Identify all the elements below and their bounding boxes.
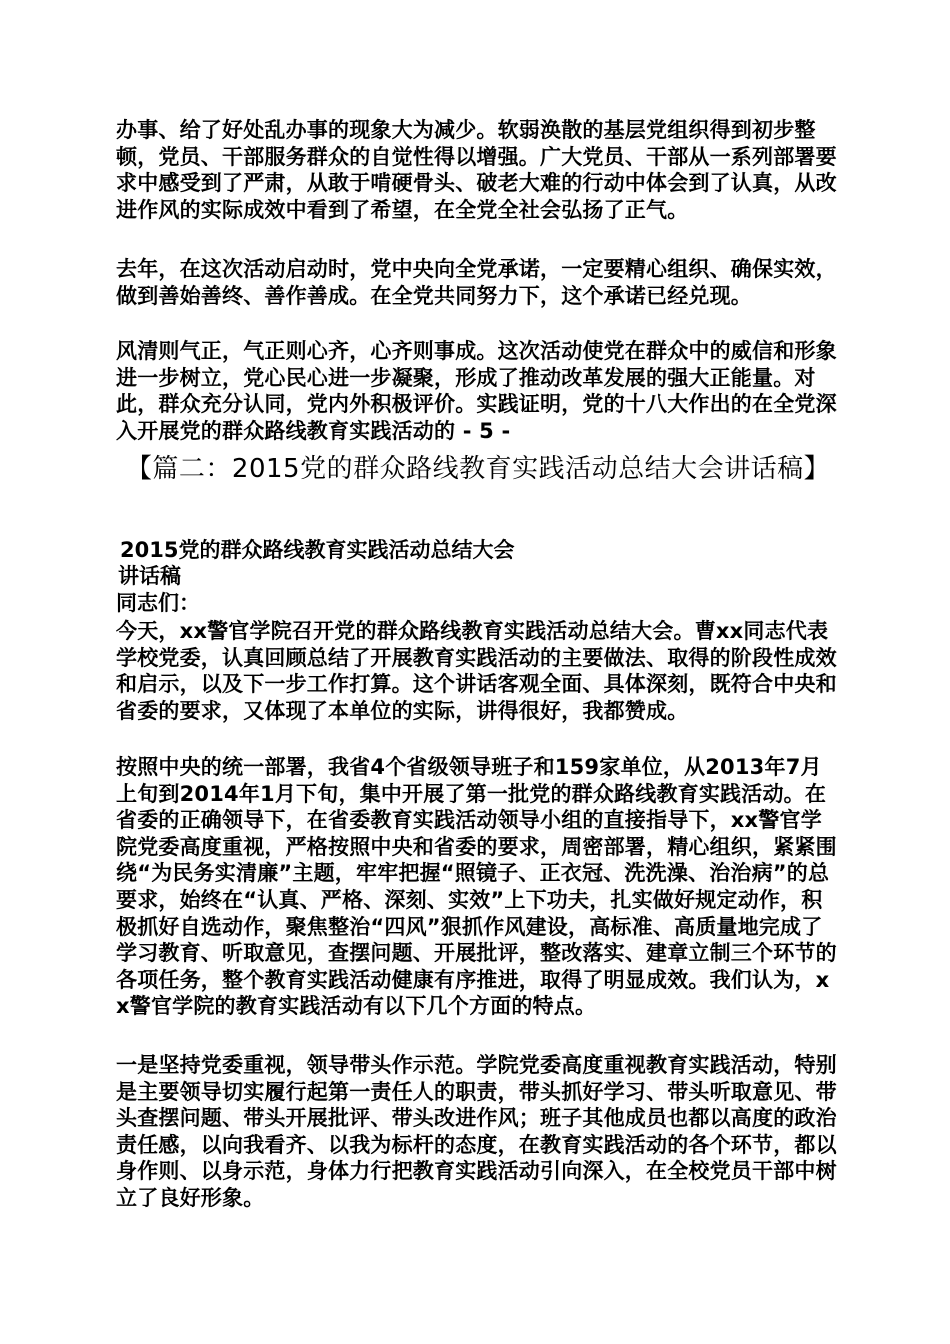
paragraph-3: 风清则气正，气正则心齐，心齐则事成。这次活动使党在群众中的威信和形象进一步树立，党心民心进一步凝聚，形成了推动改革发展的强大正能量。对此，群众充分认同，党内外积极评价。实践证明，党的十八大作出的在全党深入开展党的群众路线教育实践活动的 - 5 - <box>116 339 837 443</box>
section-heading: 【篇二：2015党的群众路线教育实践活动总结大会讲话稿】 <box>125 454 831 484</box>
subtitle-line-1: 2015党的群众路线教育实践活动总结大会 <box>120 538 515 562</box>
paragraph-2: 去年，在这次活动启动时，党中央向全党承诺，一定要精心组织、确保实效，做到善始善终、善作善成。在全党共同努力下，这个承诺已经兑现。 <box>116 257 837 308</box>
paragraph-5: 按照中央的统一部署，我省4个省级领导班子和159家单位，从2013年7月上旬到2014年1月下旬，集中开展了第一批党的群众路线教育实践活动。在省委的正确领导下，在省委教育实践活动领导小组的直接指导下，xx警官学院党委高度重视，严格按照中央和省委的要求，周密部署，精心组织，紧紧围绕“为民务实清廉”主题，牢牢把握“照镜子、正衣冠、洗洗澡、治治病”的总要求，始终在“认真、严格、深刻、实效”上下功夫，扎实做好规定动作，积极抓好自选动作，聚焦整治“四风”狠抓作风建设，高标准、高质量地完成了学习教育、听取意见，查摆问题、开展批评，整改落实、建章立制三个环节的各项任务，整个教育实践活动健康有序推进，取得了明显成效。我们认为，xx警官学院的教育实践活动有以下几个方面的特点。 <box>116 755 837 1019</box>
paragraph-6: 一是坚持党委重视，领导带头作示范。学院党委高度重视教育实践活动，特别是主要领导切实履行起第一责任人的职责，带头抓好学习、带头听取意见、带头查摆问题、带头开展批评、带头改进作风；班子其他成员也都以高度的政治责任感，以向我看齐、以我为标杆的态度，在教育实践活动的各个环节，都以身作则、以身示范，身体力行把教育实践活动引向深入，在全校党员干部中树立了良好形象。 <box>116 1053 837 1210</box>
paragraph-1: 办事、给了好处乱办事的现象大为减少。软弱涣散的基层党组织得到初步整顿，党员、干部服务群众的自觉性得以增强。广大党员、干部从一系列部署要求中感受到了严肃，从敢于啃硬骨头、破老大难的行动中体会到了认真，从改进作风的实际成效中看到了希望，在全党全社会弘扬了正气。 <box>116 118 837 222</box>
paragraph-4: 今天，xx警官学院召开党的群众路线教育实践活动总结大会。曹xx同志代表学校党委，认真回顾总结了开展教育实践活动的主要做法、取得的阶段性成效和启示，以及下一步工作打算。这个讲话客观全面、具体深刻，既符合中央和省委的要求，又体现了本单位的实际，讲得很好，我都赞成。 <box>116 619 837 723</box>
subtitle-line-2: 讲话稿 <box>118 564 181 588</box>
salutation: 同志们： <box>116 591 200 615</box>
